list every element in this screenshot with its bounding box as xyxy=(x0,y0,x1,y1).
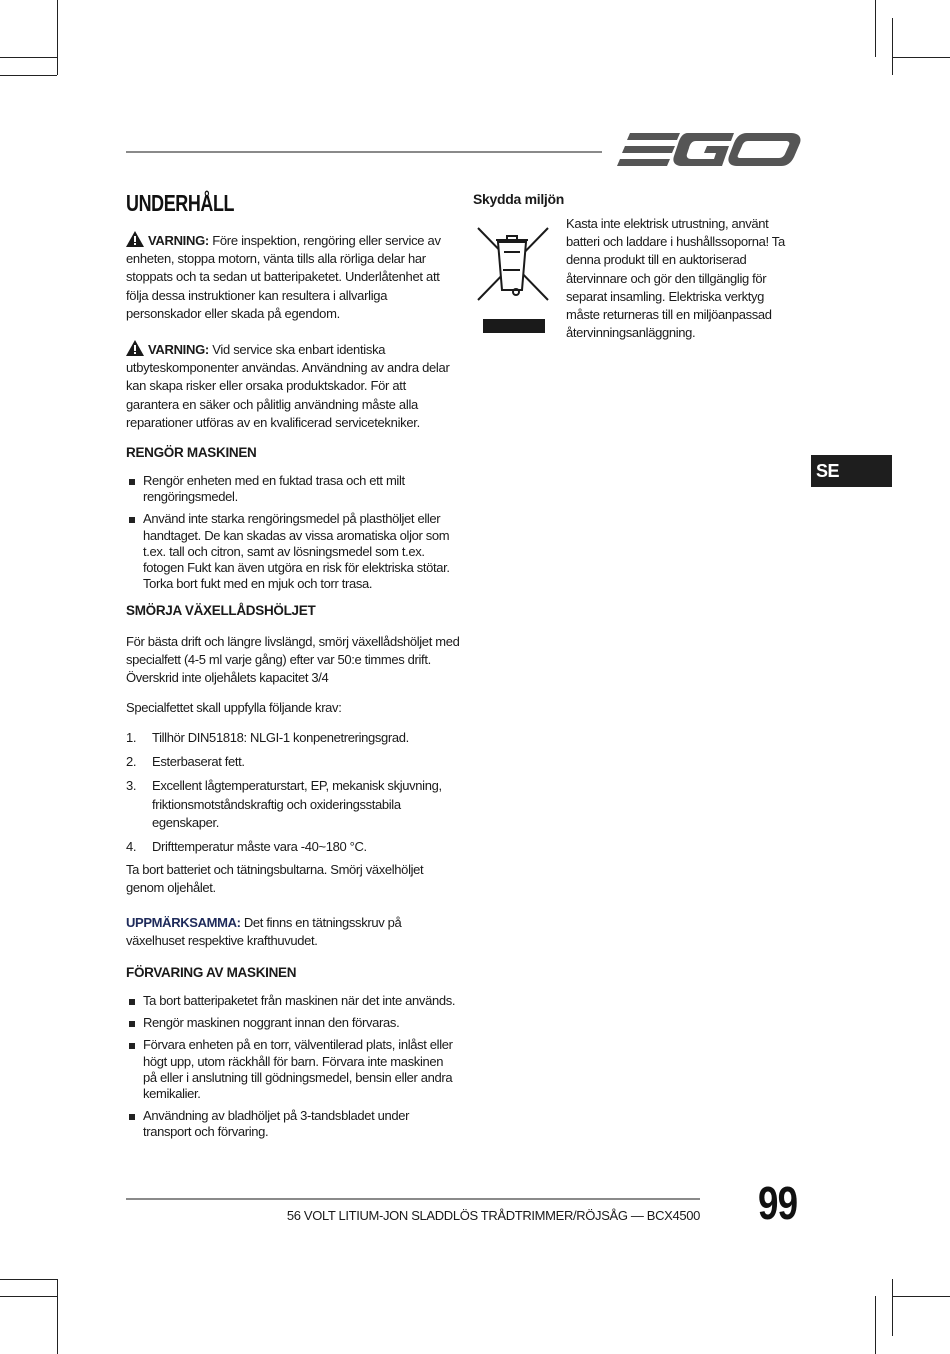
crop-mark-bl-h xyxy=(0,1296,57,1297)
section-title-clean: RENGÖR MASKINEN xyxy=(126,445,257,460)
list-item xyxy=(126,838,460,856)
footer-text: 56 VOLT LITIUM-JON SLADDLÖS TRÅDTRIMMER/RÖJSÅG — BCX4500 xyxy=(286,1208,700,1223)
crop-mark-bl-h2 xyxy=(0,1279,57,1280)
requirements-list xyxy=(126,729,460,862)
crop-mark-tr-v2 xyxy=(892,18,893,75)
list-text: Tillhör DIN51818: NLGI-1 konpenetreringsgrad. xyxy=(152,730,409,745)
language-tab xyxy=(811,455,892,487)
list-item: Rengör maskinen noggrant innan den förvaras. xyxy=(126,1015,460,1031)
ego-logo xyxy=(616,128,802,172)
page-number: 99 xyxy=(758,1177,798,1229)
list-number: 2. xyxy=(126,754,137,770)
crop-mark-tl-h2 xyxy=(0,75,57,76)
list-item xyxy=(126,729,460,747)
list-item: Använd inte starka rengöringsmedel på plasthöljet eller handtaget. De kan skadas av vissa aromatiska oljor som t.ex. tall och citron, samt av lösningsmedel som t.ex. fotogen Fukt kan även utgöra en risk för elektriska stötar. Torka bort fukt med en mjuk och torr trasa. xyxy=(126,511,460,592)
list-item xyxy=(126,777,460,832)
section-title-lube: SMÖRJA VÄXELLÅDSHÖLJET xyxy=(126,603,316,618)
list-text: Esterbaserat fett. xyxy=(152,754,245,770)
warning-text: Före inspektion, rengöring eller service av enheten, stoppa motorn, vänta tills alla rörliga delar har stoppats och ta sedan ut batteripaketet. Underlåtenhet att följa dessa instruktioner kan resultera i allvarliga personskador eller skada på egendom. xyxy=(126,233,441,321)
crop-mark-tl-v xyxy=(57,0,58,75)
warning-label: VARNING: xyxy=(148,233,209,248)
lube-intro: För bästa drift och längre livslängd, smörj växellådshöljet med specialfett (4-5 ml varje gång) efter var 50:e timmes drift. Överskrid inte oljehålets kapacitet 3/4 xyxy=(126,634,460,686)
section-title-environment: Skydda miljön xyxy=(473,191,565,207)
warning-text: Vid service ska enbart identiska utbyteskomponenter användas. Användning av andra delar kan skapa risker eller orsaka produktskador. För att garantera en säker och pålitlig användning måste alla reparationer utföras av en kvalificerad servicetekniker. xyxy=(126,342,450,430)
warning-block-2 xyxy=(126,340,458,432)
list-number: 1. xyxy=(126,730,137,745)
footer-rule xyxy=(126,1198,700,1200)
section-title-storage: FÖRVARING AV MASKINEN xyxy=(126,965,297,980)
crop-mark-bl-v xyxy=(57,1279,58,1354)
list-number: 3. xyxy=(126,778,137,794)
notice-block xyxy=(126,914,460,950)
warning-block-1 xyxy=(126,231,458,323)
list-item xyxy=(126,753,460,771)
language-code: SE xyxy=(816,461,840,481)
list-item: Användning av bladhöljet på 3-tandsbladet under transport och förvaring. xyxy=(126,1108,460,1140)
crop-mark-tr-h xyxy=(892,57,950,58)
crop-mark-br-v2 xyxy=(892,1279,893,1336)
crop-mark-br-h xyxy=(892,1296,950,1297)
list-text: Drifttemperatur måste vara -40~180 °C. xyxy=(152,839,367,855)
warning-label: VARNING: xyxy=(148,342,209,357)
storage-list xyxy=(126,993,460,1147)
lube-after: Ta bort batteriet och tätningsbultarna. Smörj växelhöljet genom oljehålet. xyxy=(126,862,424,896)
crop-mark-tl-h xyxy=(0,57,57,58)
environment-text: Kasta inte elektrisk utrustning, använt batteri och laddare i hushållssoporna! Ta denna produkt till en auktoriserad återvinnare och gör den tillgänglig för separat insamling. Elektriska verktyg måste returneras till en miljöanpassad återvinningsanläggning. xyxy=(566,216,785,341)
page-title: UNDERHÅLL xyxy=(126,190,235,216)
list-number: 4. xyxy=(126,839,137,855)
notice-text: Det finns en tätningsskruv på växelhuset respektive krafthuvudet. xyxy=(126,915,402,949)
warning-triangle-icon xyxy=(126,340,144,356)
list-item: Rengör enheten med en fuktad trasa och ett milt rengöringsmedel. xyxy=(126,473,460,505)
lube-requirements-intro: Specialfettet skall uppfylla följande krav: xyxy=(126,700,342,715)
crop-mark-tr-v xyxy=(875,0,876,57)
clean-list xyxy=(126,473,460,598)
warning-triangle-icon xyxy=(126,231,144,247)
list-item: Förvara enheten på en torr, välventilerad plats, inlåst eller högt upp, utom räckhåll för barn. Förvara inte maskinen på eller i anslutning till gödningsmedel, bensin eller andra kemikalier. xyxy=(126,1037,460,1102)
list-item: Ta bort batteripaketet från maskinen när det inte används. xyxy=(126,993,460,1009)
list-text: Excellent lågtemperaturstart, EP, mekanisk skjuvning, friktionsmotståndskraftig och oxideringsstabila egenskaper. xyxy=(152,778,442,830)
header-rule xyxy=(126,151,602,153)
weee-bin-icon xyxy=(474,222,550,336)
notice-label: UPPMÄRKSAMMA: xyxy=(126,915,241,930)
crop-mark-br-v xyxy=(875,1296,876,1354)
